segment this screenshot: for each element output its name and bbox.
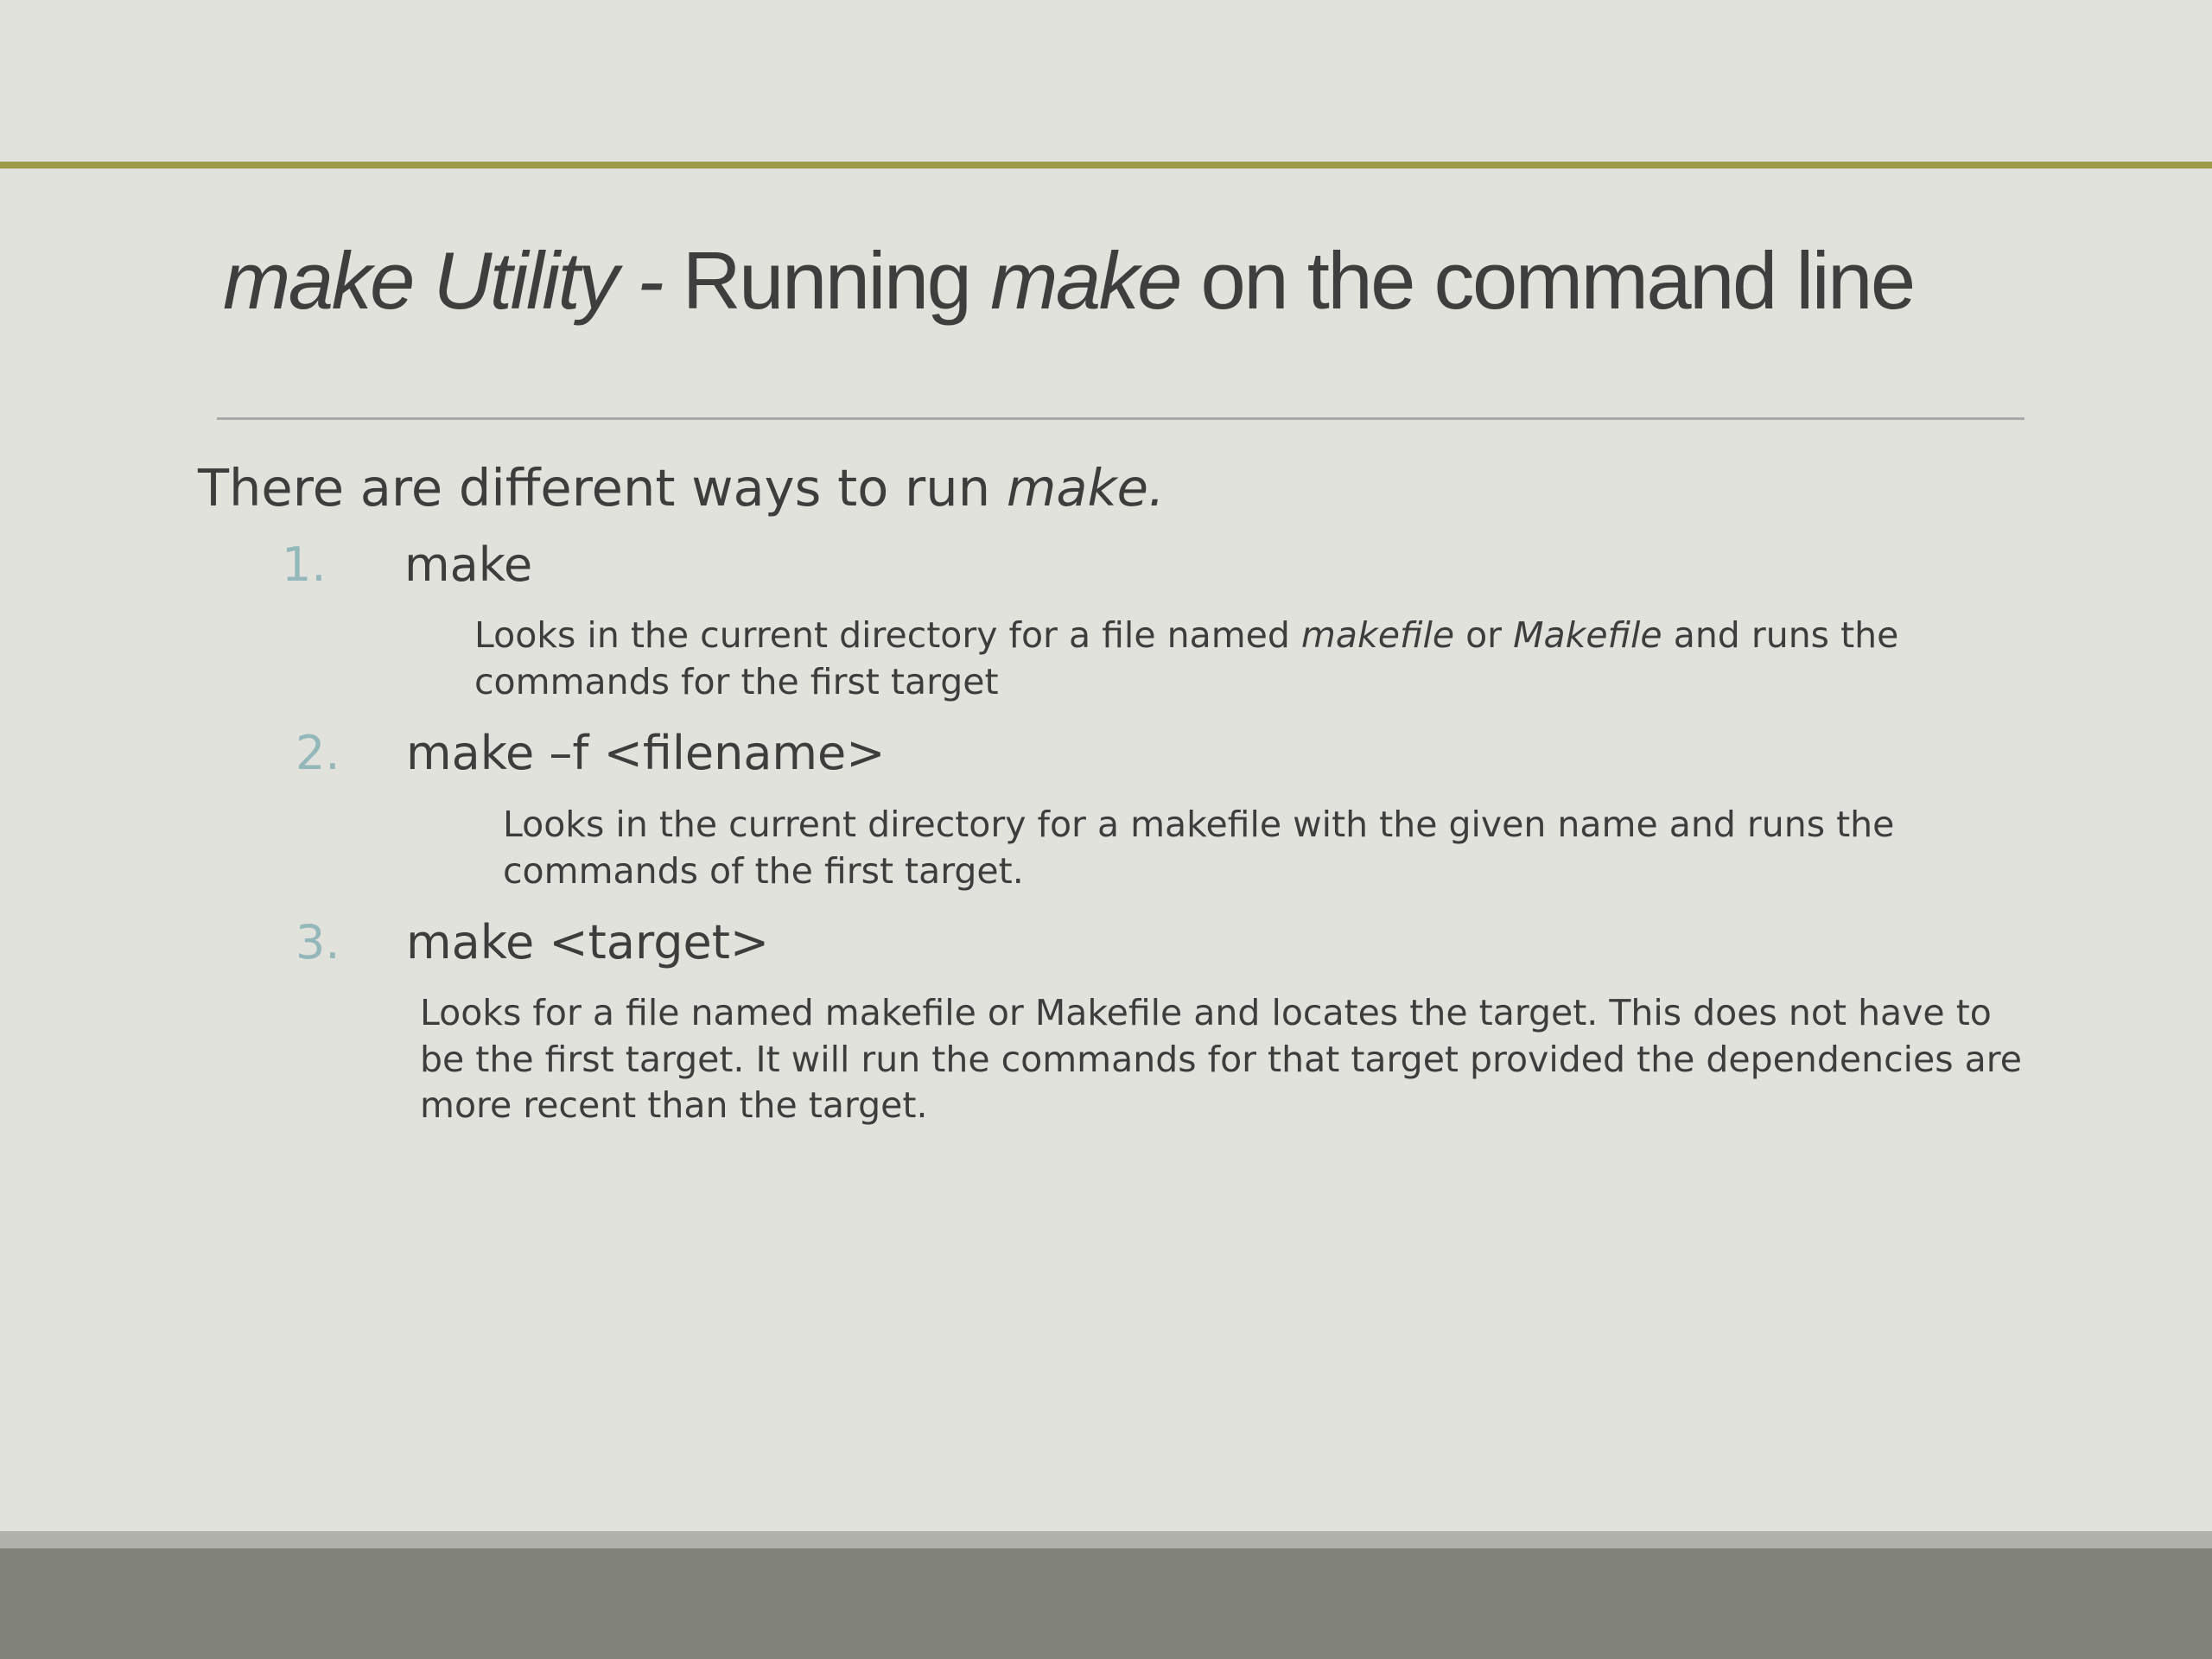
title-make-utility: make Utility (223, 235, 617, 326)
title-rest: on the command line (1179, 235, 1914, 326)
intro-plain: There are different ways to run (198, 458, 1007, 518)
title-separator: - (616, 235, 683, 326)
item-3-description: Looks for a file named makefile or Makefile and locates the target. This does not have to be the first target. It will run the commands for that target provided the dependencies are more recent than the target. (420, 992, 2022, 1126)
item-1-command: make (404, 537, 533, 592)
item-1-desc-Makefile: Makefile (1513, 614, 1662, 656)
item-1-desc-makefile: makefile (1300, 614, 1455, 656)
title-divider (217, 417, 2024, 420)
title-running: Running (682, 235, 991, 326)
slide-title (223, 233, 1914, 328)
item-2-description: Looks in the current directory for a makefile with the given name and runs the commands of the first target. (503, 804, 1895, 892)
intro-emphasis: make. (1006, 458, 1165, 518)
item-3-command: make <target> (406, 915, 770, 969)
item-1-number: 1. (282, 537, 327, 592)
footer-highlight-band (0, 1531, 2212, 1548)
item-2-command: make –f <filename> (406, 726, 886, 780)
item-1-description (474, 613, 1943, 705)
item-1-desc-e: and runs the commands for the first target (474, 614, 1899, 702)
item-1-desc-c: or (1454, 614, 1514, 656)
item-1-desc-a: Looks in the current directory for a file named (474, 614, 1301, 656)
item-3-number: 3. (296, 915, 340, 969)
top-accent-rule (0, 162, 2212, 168)
intro-text (198, 455, 1165, 521)
footer-band (0, 1548, 2212, 1659)
title-make: make (990, 235, 1180, 326)
item-2-number: 2. (296, 726, 340, 780)
